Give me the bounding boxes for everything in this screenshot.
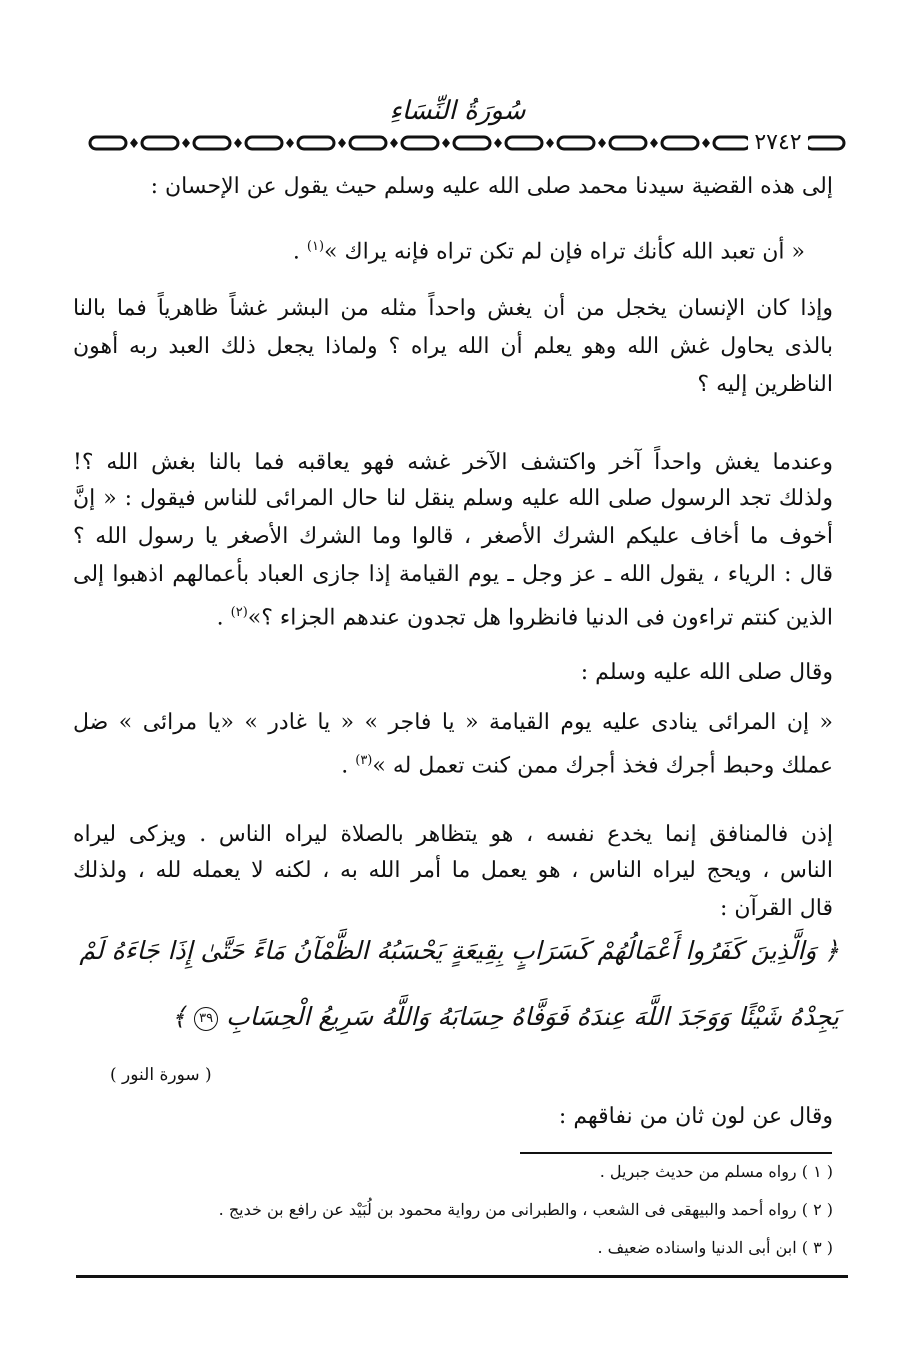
text-line: قال القرآن : bbox=[720, 896, 833, 921]
text-line: وقال عن لون ثان من نفاقهم : bbox=[558, 1104, 833, 1129]
hadith-quote: « أن تعبد الله كأنك تراه فإن لم تكن تراه فإنه يراك »$^{(١)}$ . bbox=[292, 239, 805, 265]
hadith-quote: عملك وحبط أجرك فخذ أجرك ممن كنت تعمل له »$^{(٣)}$ . bbox=[341, 753, 833, 779]
text-span: عملك وحبط أجرك فخذ أجرك ممن كنت تعمل له » bbox=[372, 753, 833, 779]
bottom-rule bbox=[76, 1275, 848, 1278]
footnote-ref: (٣) bbox=[355, 753, 373, 768]
footnote: ( ١ ) رواه مسلم من حديث جبريل . bbox=[599, 1162, 833, 1181]
quran-verse-line: ﴿ وَالَّذِينَ كَفَرُوا أَعْمَالُهُمْ كَسَرَابٍ بِقِيعَةٍ يَحْسَبُهُ الظَّمْآنُ مَاءً حَتَّىٰ إِذَا جَاءَهُ لَمْ bbox=[79, 936, 839, 965]
quran-source: ( سورة النور ) bbox=[110, 1065, 212, 1085]
text-line: بالذى يحاول غش الله وهو يعلم أن الله يراه ؟ ولماذا يجعل ذلك العبد ربه أهون bbox=[73, 334, 833, 359]
footnote: ( ٢ ) رواه أحمد والبيهقى فى الشعب ، والطبرانى من رواية محمود بن لُبَيْد عن رافع بن خديج . bbox=[218, 1200, 833, 1219]
text-line: وقال صلى الله عليه وسلم : bbox=[580, 660, 833, 685]
ayah-number-marker: ٣٩ bbox=[194, 1007, 218, 1031]
text-line: الناظرين إليه ؟ bbox=[697, 372, 833, 397]
quran-text: يَجِدْهُ شَيْئًا وَوَجَدَ اللَّهَ عِندَهُ فَوَفَّاهُ حِسَابَهُ وَاللَّهُ سَرِيعُ الْحِسَابِ bbox=[226, 1002, 839, 1031]
page-number: ٢٧٤٢ bbox=[748, 128, 808, 158]
text-line: قال : الرياء ، يقول الله ـ عز وجل ـ يوم القيامة إذا جازى العباد بأعمالهم اذهبوا إلى bbox=[73, 562, 833, 587]
footnote-ref: (٢) bbox=[230, 605, 248, 620]
text-line: وإذا كان الإنسان يخجل من أن يغش واحداً مثله من البشر غشاً ظاهرياً فما بالنا bbox=[73, 296, 833, 321]
quran-bracket: ﴾ bbox=[171, 1002, 187, 1031]
surah-title: سُورَةُ النِّسَاءِ bbox=[389, 96, 526, 126]
footnote: ( ٣ ) ابن أبى الدنيا واسناده ضعيف . bbox=[597, 1238, 833, 1257]
text-line: الناس ، ويحج ليراه الناس ، هو يعمل ما أمر الله به ، لكنه لا يعمله لله ، ولذلك bbox=[73, 858, 833, 883]
footnote-separator bbox=[520, 1152, 832, 1154]
text-line: ولذلك تجد الرسول صلى الله عليه وسلم ينقل لنا حال المرائى للناس فيقول : « إنَّ bbox=[73, 486, 833, 511]
text-span: الذين كنتم تراءون فى الدنيا فانظروا هل تجدون عندهم الجزاء ؟» bbox=[247, 605, 833, 631]
hadith-quote: « إن المرائى ينادى عليه يوم القيامة « يا فاجر » « يا غادر » «يا مرائى » ضل bbox=[73, 710, 833, 735]
text-line: الذين كنتم تراءون فى الدنيا فانظروا هل تجدون عندهم الجزاء ؟»$^{(٢)}$ . bbox=[216, 605, 833, 631]
decorative-border bbox=[88, 128, 848, 158]
text-line: إذن فالمنافق إنما يخدع نفسه ، هو يتظاهر بالصلاة ليراه الناس . ويزكى ليراه bbox=[73, 822, 833, 847]
quran-verse-line bbox=[69, 1000, 839, 1034]
footnote-ref: (١) bbox=[306, 239, 325, 254]
hadith-text: « أن تعبد الله كأنك تراه فإن لم تكن تراه فإنه يراك » bbox=[324, 239, 805, 265]
text-line: إلى هذه القضية سيدنا محمد صلى الله عليه وسلم حيث يقول عن الإحسان : bbox=[150, 174, 833, 199]
text-line: أخوف ما أخاف عليكم الشرك الأصغر ، قالوا وما الشرك الأصغر يا رسول الله ؟ bbox=[73, 524, 833, 549]
text-line: وعندما يغش واحداً آخر واكتشف الآخر غشه فهو يعاقبه فما بالنا بغش الله ؟! bbox=[73, 450, 833, 475]
